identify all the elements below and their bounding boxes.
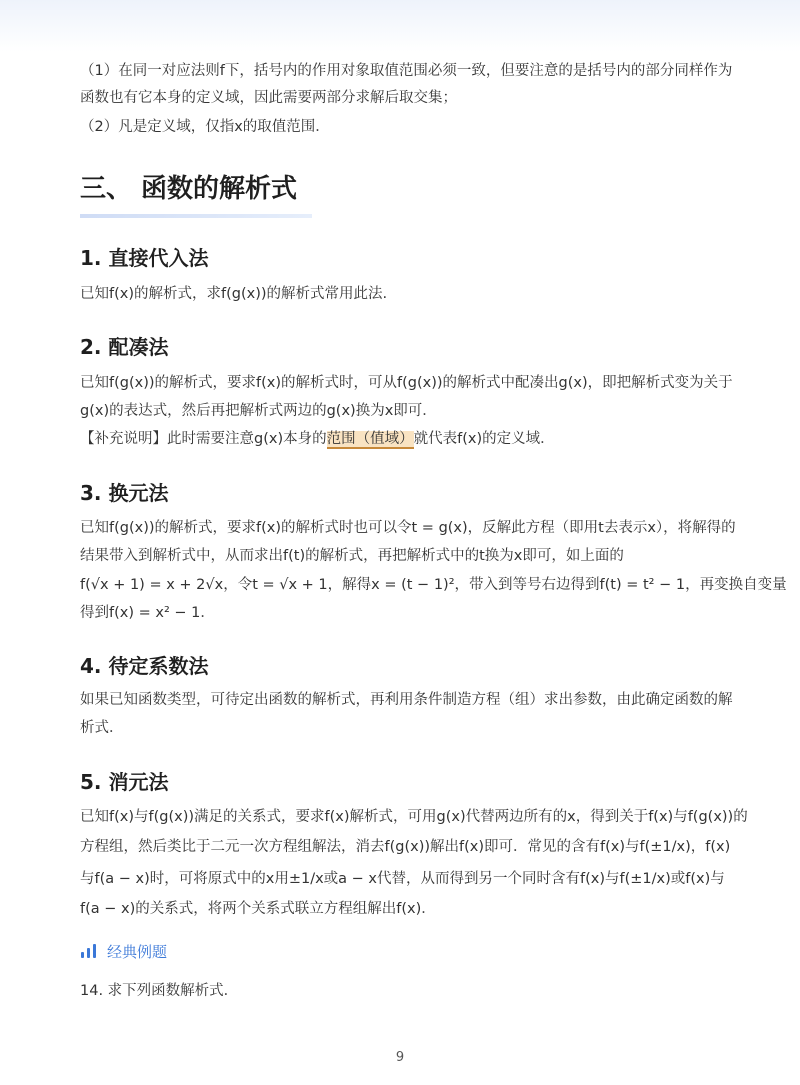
method-2-line-2: g(x)的表达式，然后再把解析式两边的g(x)换为x即可． <box>80 403 437 419</box>
intro-line-1: （1）在同一对应法则f下，括号内的作用对象取值范围必须一致，但要注意的是括号内的部分同样作为 <box>80 63 733 79</box>
method-1-title: 1. 直接代入法 <box>80 246 209 270</box>
header-band <box>0 0 800 52</box>
section-title: 三、 函数的解析式 <box>80 174 298 204</box>
note-prefix: 【补充说明】此时需要注意g(x)本身的 <box>80 431 327 447</box>
method-3-line-4: 得到f(x) = x² − 1． <box>80 605 215 621</box>
section-title-underline <box>80 214 312 218</box>
method-5-line-3: 与f(a − x)时，可将原式中的x用±1/x或a − x代替，从而得到另一个同时含有f(x)与f(±1/x)或f(x)与 <box>80 871 725 887</box>
method-5-line-1: 已知f(x)与f(g(x))满足的关系式，要求f(x)解析式，可用g(x)代替两边所有的x，得到关于f(x)与f(g(x))的 <box>80 809 748 825</box>
method-2-note <box>80 428 555 450</box>
note-suffix: 就代表f(x)的定义域． <box>413 431 555 447</box>
bar-chart-icon <box>80 943 98 959</box>
method-5-title: 5. 消元法 <box>80 770 169 794</box>
method-2-line-1: 已知f(g(x))的解析式，要求f(x)的解析式时，可从f(g(x))的解析式中配凑出g(x)，即把解析式变为关于 <box>80 375 733 391</box>
method-3-line-3: f(√x + 1) = x + 2√x，令t = √x + 1，解得x = (t − 1)²，带入到等号右边得到f(t) = t² − 1，再变换自变量 <box>80 577 787 593</box>
note-highlight: 范围（值域） <box>326 431 414 447</box>
method-3-line-1: 已知f(g(x))的解析式，要求f(x)的解析式时也可以令t = g(x)，反解此方程（即用t去表示x），将解得的 <box>80 520 736 536</box>
intro-line-3: （2）凡是定义域，仅指x的取值范围． <box>80 119 330 135</box>
method-2-title: 2. 配凑法 <box>80 335 169 359</box>
method-5-line-4: f(a − x)的关系式，将两个关系式联立方程组解出f(x)． <box>80 901 436 917</box>
example-title: 经典例题 <box>107 943 168 961</box>
method-4-line-1: 如果已知函数类型，可待定出函数的解析式，再利用条件制造方程（组）求出参数，由此确定函数的解 <box>80 692 733 708</box>
method-1-line-1: 已知f(x)的解析式，求f(g(x))的解析式常用此法. <box>80 286 388 302</box>
question-14: 14. 求下列函数解析式． <box>80 983 239 999</box>
method-3-title: 3. 换元法 <box>80 481 169 505</box>
intro-line-2: 函数也有它本身的定义域，因此需要两部分求解后取交集； <box>80 90 457 106</box>
method-4-line-2: 析式． <box>80 720 124 736</box>
method-3-line-2: 结果带入到解析式中，从而求出f(t)的解析式，再把解析式中的t换为x即可，如上面的 <box>80 548 624 564</box>
method-4-title: 4. 待定系数法 <box>80 654 209 678</box>
page-number: 9 <box>395 1050 405 1065</box>
method-5-line-2: 方程组，然后类比于二元一次方程组解法，消去f(g(x))解出f(x)即可．常见的含有f(x)与f(±1/x)，f(x) <box>80 839 731 855</box>
